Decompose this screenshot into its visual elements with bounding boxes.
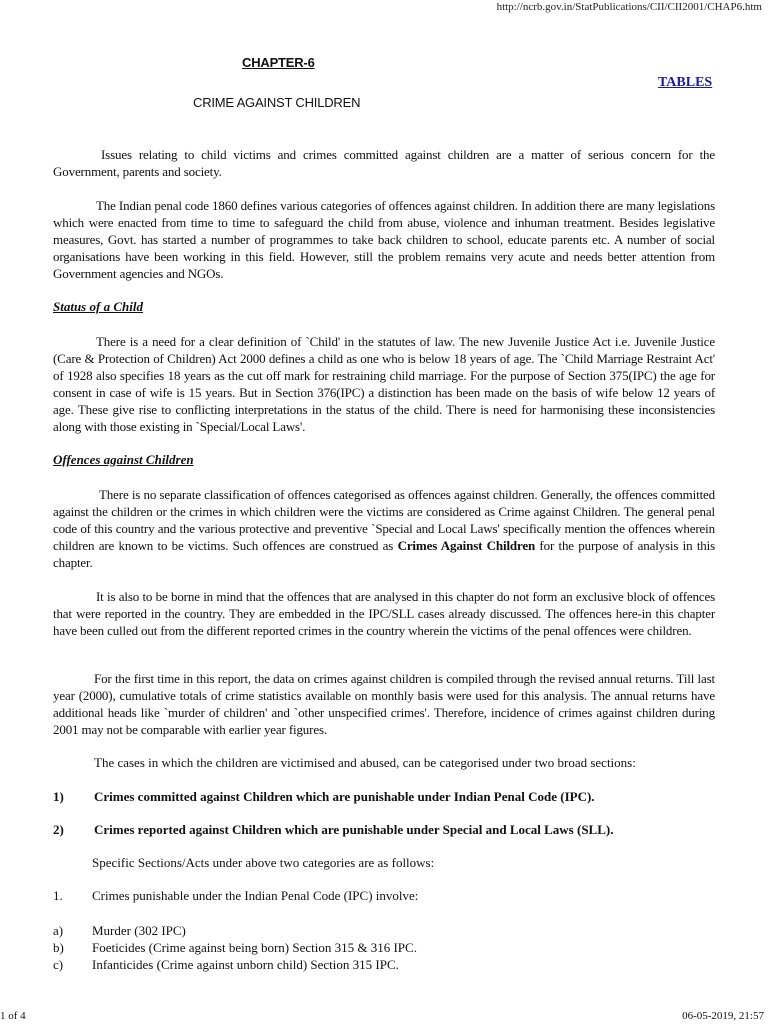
page-title: CRIME AGAINST CHILDREN — [193, 95, 361, 110]
sublist-text-c: Infanticides (Crime against unborn child) Section 315 IPC. — [92, 957, 399, 972]
paragraph-offences — [53, 486, 715, 571]
section-text-2: Crimes reported against Children which are punishable under Special and Local Laws (SLL). — [94, 822, 614, 837]
list-num-1: 1. — [53, 888, 63, 903]
tables-link[interactable]: TABLES — [658, 75, 713, 90]
paragraph-cases: The cases in which the children are victimised and abused, can be categorised under two broad sections: — [94, 755, 636, 770]
paragraph-intro: Issues relating to child victims and crimes committed against children are a matter of serious concern for the Government, parents and society. — [53, 147, 715, 179]
list-text-1: Crimes punishable under the Indian Penal Code (IPC) involve: — [92, 888, 419, 903]
sublist-num-a: a) — [53, 923, 64, 938]
chapter-heading: CHAPTER-6 — [242, 55, 315, 70]
section-num-1: 1) — [53, 789, 64, 804]
section-num-2: 2) — [53, 822, 64, 837]
paragraph-first-time: For the first time in this report, the data on crimes against children is compiled through the revised annual returns. Till last year (2000), cumulative totals of crime statistics available on monthly basis were used for this analysis. The annual returns have additional heads like `murder of children' and `other unspecified crimes'. Therefore, incidence of crimes against children during 2001 may not be comparable with earlier year figures. — [53, 671, 715, 737]
paragraph-specific: Specific Sections/Acts under above two categories are as follows: — [92, 855, 435, 870]
sublist-text-a: Murder (302 IPC) — [92, 923, 186, 938]
heading-offences: Offences against Children — [53, 452, 194, 467]
sublist-num-c: c) — [53, 957, 64, 972]
paragraph-penal-code: The Indian penal code 1860 defines various categories of offences against children. In addition there are many legislations which were enacted from time to time to safeguard the child from abuse, violence and inhuman treatment. Besides legislative measures, Govt. has started a number of programmes to take back children to school, educate parents etc. A number of social organisations have been working in this field. However, still the problem remains very acute and needs better attention from Government agencies and NGOs. — [53, 198, 715, 281]
paragraph-embedded: It is also to be borne in mind that the offences that are analysed in this chapter do not form an exclusive block of offences that were reported in the country. They are embedded in the IPC/SLL cases already discussed. The offences here-in this chapter have been culled out from the different reported crimes in the country wherein the victims of the penal offences were children. — [53, 589, 715, 638]
heading-status-of-child: Status of a Child — [53, 299, 143, 314]
paragraph-offences-bold: Crimes Against Children — [397, 538, 536, 553]
section-text-1: Crimes committed against Children which are punishable under Indian Penal Code (IPC). — [94, 789, 595, 804]
paragraph-offences-text-a: There is no separate classification of offences categorised as offences against children. Generally, the offences committed against the children or the crimes in which children were the victims are considered as Crime against Children. The general penal code of this country and the various protective and preventive `Special and Local Laws' specifically mention the offences wherein children are known to be victims. Such offences are construed as — [53, 487, 715, 553]
sublist-num-b: b) — [53, 940, 64, 955]
paragraph-status: There is a need for a clear definition of `Child' in the statutes of law. The new Juvenile Justice Act i.e. Juvenile Justice (Care & Protection of Children) Act 2000 defines a child as one who is below 18 years of age. The `Child Marriage Restraint Act' of 1928 also specifies 18 years as the cut off mark for restraining child marriage. For the purpose of Section 375(IPC) the age for consent in case of wife is 15 years. But in Section 376(IPC) a distinction has been made on the basis of wife below 12 years of age. These give rise to conflicting interpretations in the status of the child. There is need for harmonising these inconsistencies along with those existing in `Special/Local Laws'. — [53, 334, 715, 434]
paragraph-offences-text-b: for the purpose of analysis in this chapter. — [53, 538, 715, 570]
sublist-text-b: Foeticides (Crime against being born) Section 315 & 316 IPC. — [92, 940, 417, 955]
footer-date: 06-05-2019, 21:57 — [682, 1010, 764, 1022]
footer-page-number: 1 of 4 — [0, 1010, 26, 1022]
page-url: http://ncrb.gov.in/StatPublications/CII/CII2001/CHAP6.htm — [496, 1, 762, 13]
